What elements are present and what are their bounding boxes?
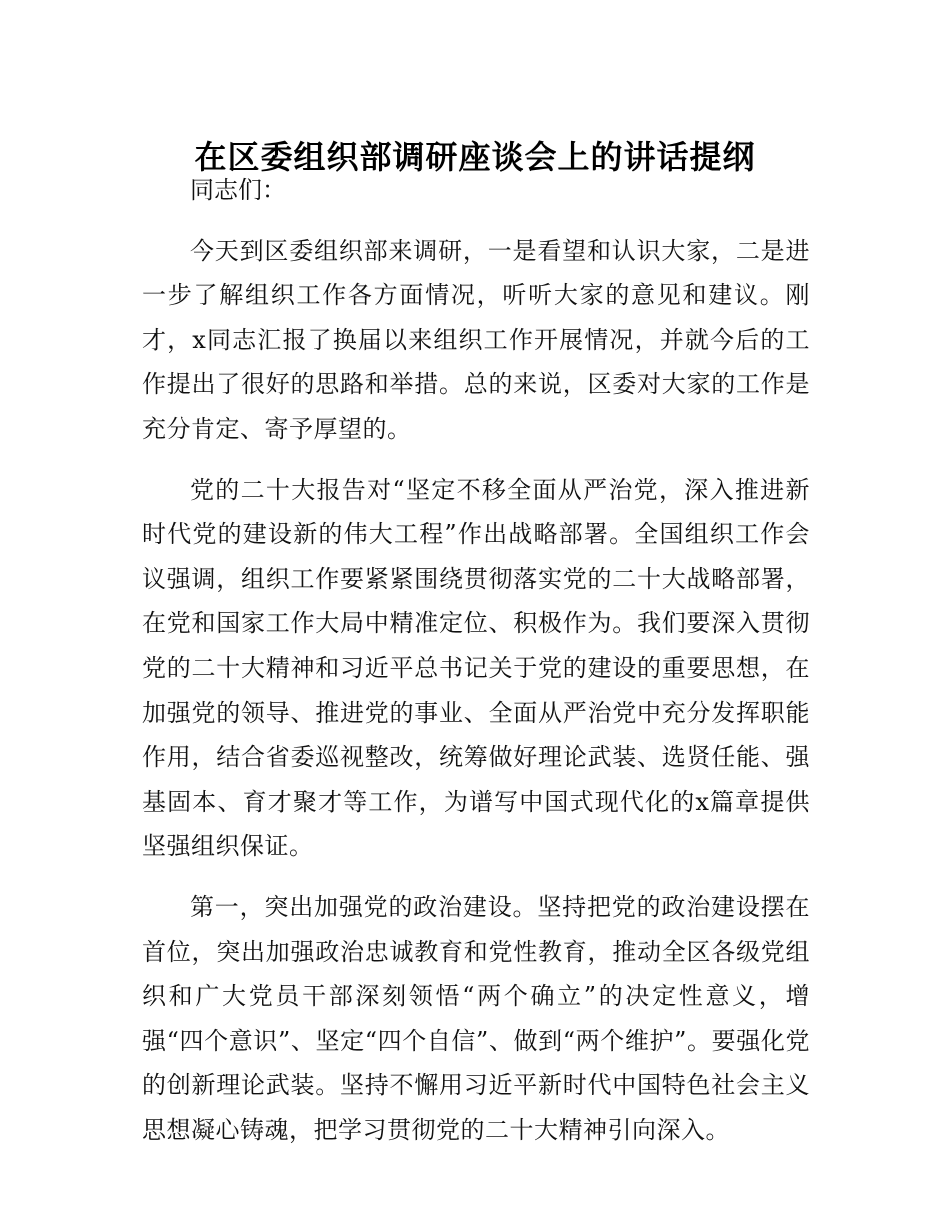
document-title: 在区委组织部调研座谈会上的讲话提纲 [194, 138, 756, 177]
paragraph-intro: 今天到区委组织部来调研，一是看望和认识大家，二是进一步了解组织工作各方面情况，听听大家的意见和建议。刚才，x同志汇报了换届以来组织工作开展情况，并就今后的工作提出了很好的思路和举措。总的来说，区委对大家的工作是充分肯定、寄予厚望的。 [142, 236, 810, 443]
salutation: 同志们： [190, 176, 286, 204]
paragraph-political-building: 第一，突出加强党的政治建设。坚持把党的政治建设摆在首位，突出加强政治忠诚教育和党性教育，推动全区各级党组织和广大党员干部深刻领悟“两个确立”的决定性意义，增强“四个意识”、坚定“四个自信”、做到“两个维护”。要强化党的创新理论武装。坚持不懈用习近平新时代中国特色社会主义思想凝心铸魂，把学习贯彻党的二十大精神引向深入。 [142, 892, 810, 1144]
document-body [142, 168, 810, 1152]
paragraph-deployment: 党的二十大报告对“坚定不移全面从严治党，深入推进新时代党的建设新的伟大工程”作出战略部署。全国组织工作会议强调，组织工作要紧紧围绕贯彻落实党的二十大战略部署，在党和国家工作大局中精准定位、积极作为。我们要深入贯彻党的二十大精神和习近平总书记关于党的建设的重要思想，在加强党的领导、推进党的事业、全面从严治党中充分发挥职能作用，结合省委巡视整改，统筹做好理论武装、选贤任能、强基固本、育才聚才等工作，为谱写中国式现代化的x篇章提供坚强组织保证。 [142, 475, 810, 861]
